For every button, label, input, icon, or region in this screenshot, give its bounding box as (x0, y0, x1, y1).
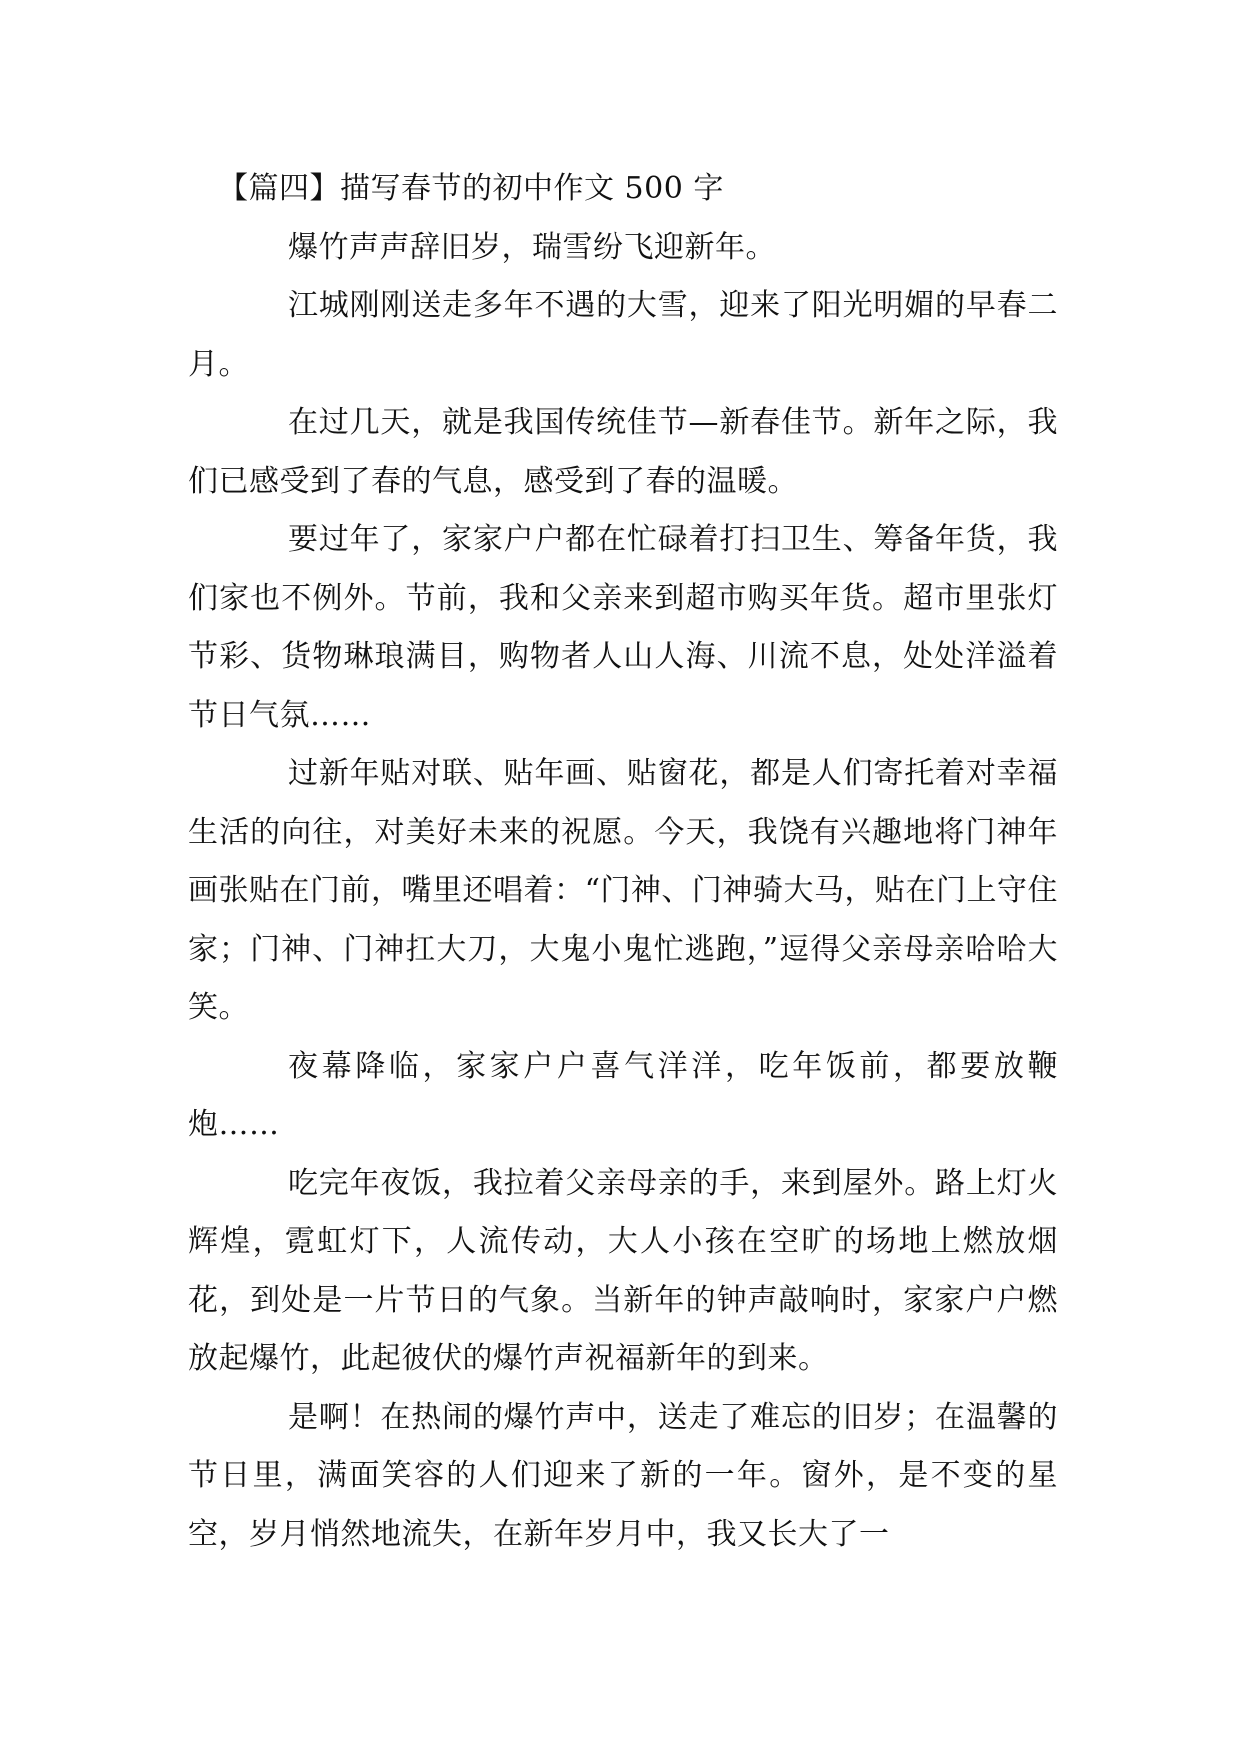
paragraph: 是啊！在热闹的爆竹声中，送走了难忘的旧岁；在温馨的节日里，满面笑容的人们迎来了新的一年。窗外，是不变的星空，岁月悄然地流失，在新年岁月中，我又长大了一 (188, 1399, 1058, 1552)
paragraph: 过新年贴对联、贴年画、贴窗花，都是人们寄托着对幸福生活的向往，对美好未来的祝愿。今天，我饶有兴趣地将门神年画张贴在门前，嘴里还唱着：“门神、门神骑大马，贴在门上守住家；门神、门神扛大刀，大鬼小鬼忙逃跑，”逗得父亲母亲哈哈大笑。 (188, 756, 1058, 1025)
paragraph: 江城刚刚送走多年不遇的大雪，迎来了阳光明媚的早春二月。 (188, 288, 1058, 382)
paragraph: 要过年了，家家户户都在忙碌着打扫卫生、筹备年货，我们家也不例外。节前，我和父亲来到超市购买年货。超市里张灯节彩、货物琳琅满目，购物者人山人海、川流不息，处处洋溢着节日气氛…… (188, 522, 1058, 733)
paragraph: 在过几天，就是我国传统佳节—新春佳节。新年之际，我们已感受到了春的气息，感受到了春的温暖。 (188, 405, 1058, 499)
document-title: 【篇四】描写春节的初中作文 500 字 (218, 171, 724, 206)
paragraph: 爆竹声声辞旧岁，瑞雪纷飞迎新年。 (288, 229, 776, 265)
document-body (188, 160, 1058, 1564)
paragraph: 夜幕降临，家家户户喜气洋洋，吃年饭前，都要放鞭炮…… (188, 1048, 1058, 1142)
paragraph: 吃完年夜饭，我拉着父亲母亲的手，来到屋外。路上灯火辉煌，霓虹灯下，人流传动，大人小孩在空旷的场地上燃放烟花，到处是一片节日的气象。当新年的钟声敲响时，家家户户燃放起爆竹，此起彼伏的爆竹声祝福新年的到来。 (188, 1165, 1058, 1376)
